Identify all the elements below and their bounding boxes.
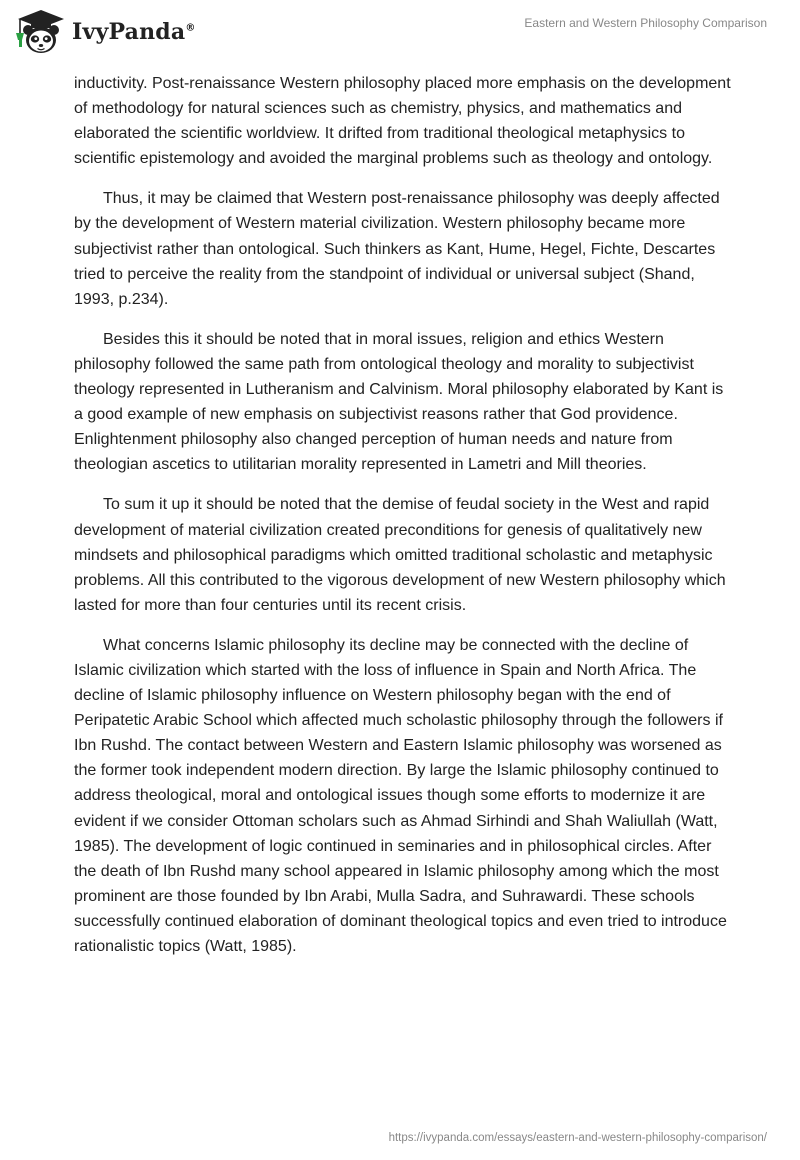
paragraph: To sum it up it should be noted that the demise of feudal society in the West and rapid development of material civilization created preconditions for genesis of qualitatively new mindsets and philosophical paradigms which omitted traditional scholastic and metaphysic problems. All this contributed to the vigorous development of new Western philosophy which lasted for more than four centuries until its recent crisis. [74,496,726,614]
brand-name: IvyPanda® [72,19,196,45]
source-url[interactable]: https://ivypanda.com/essays/eastern-and-western-philosophy-comparison/ [388,1132,767,1144]
paragraph: Thus, it may be claimed that Western post-renaissance philosophy was deeply affected by the development of Western material civilization. Western philosophy became more subjectivist rather than ontological. Such thinkers as Kant, Hume, Hegel, Fichte, Descartes tried to perceive the reality from the standpoint of individual or universal subject (Shand, 1993, p.234). [74,190,720,308]
document-title: Eastern and Western Philosophy Comparison [524,16,767,30]
essay-body [74,71,734,974]
paragraph: Besides this it should be noted that in moral issues, religion and ethics Western philosophy followed the same path from ontological theology and morality to subjectivist theology represented in Lutheranism and Calvinism. Moral philosophy elaborated by Kant is a good example of new emphasis on subjectivist reasons rather that God providence. Enlightenment philosophy also changed perception of human needs and nature from theologian ascetics to utilitarian morality represented in Lametri and Mill theories. [74,330,724,474]
registered-mark: ® [185,22,196,34]
panda-graduate-icon [14,8,68,56]
page-header [0,0,800,60]
paragraph: inductivity. Post-renaissance Western philosophy placed more emphasis on the development of methodology for natural sciences such as chemistry, physics, and mathematics and elaborated the scientific worldview. It drifted from traditional theological metaphysics to scientific epistemology and avoided the marginal problems such as theology and ontology. [74,75,731,168]
brand-logo[interactable] [14,8,196,56]
paragraph: What concerns Islamic philosophy its decline may be connected with the decline of Islamic civilization which started with the loss of influence in Spain and North Africa. The decline of Islamic philosophy influence on Western philosophy began with the end of Peripatetic Arabic School which affected much scholastic philosophy through the followers if Ibn Rushd. The contact between Western and Eastern Islamic philosophy was worsened as the former took independent modern direction. By large the Islamic philosophy continued to address theological, moral and ontological issues though some efforts to modernize it are evident if we consider Ottoman scholars such as Ahmad Sirhindi and Shah Waliullah (Watt, 1985). The development of logic continued in seminaries and in philosophical circles. After the death of Ibn Rushd many school appeared in Islamic philosophy among which the most prominent are those founded by Ibn Arabi, Mulla Sadra, and Suhrawardi. These schools successfully continued elaboration of dominant theological topics and even tried to introduce rationalistic topics (Watt, 1985). [74,636,727,955]
